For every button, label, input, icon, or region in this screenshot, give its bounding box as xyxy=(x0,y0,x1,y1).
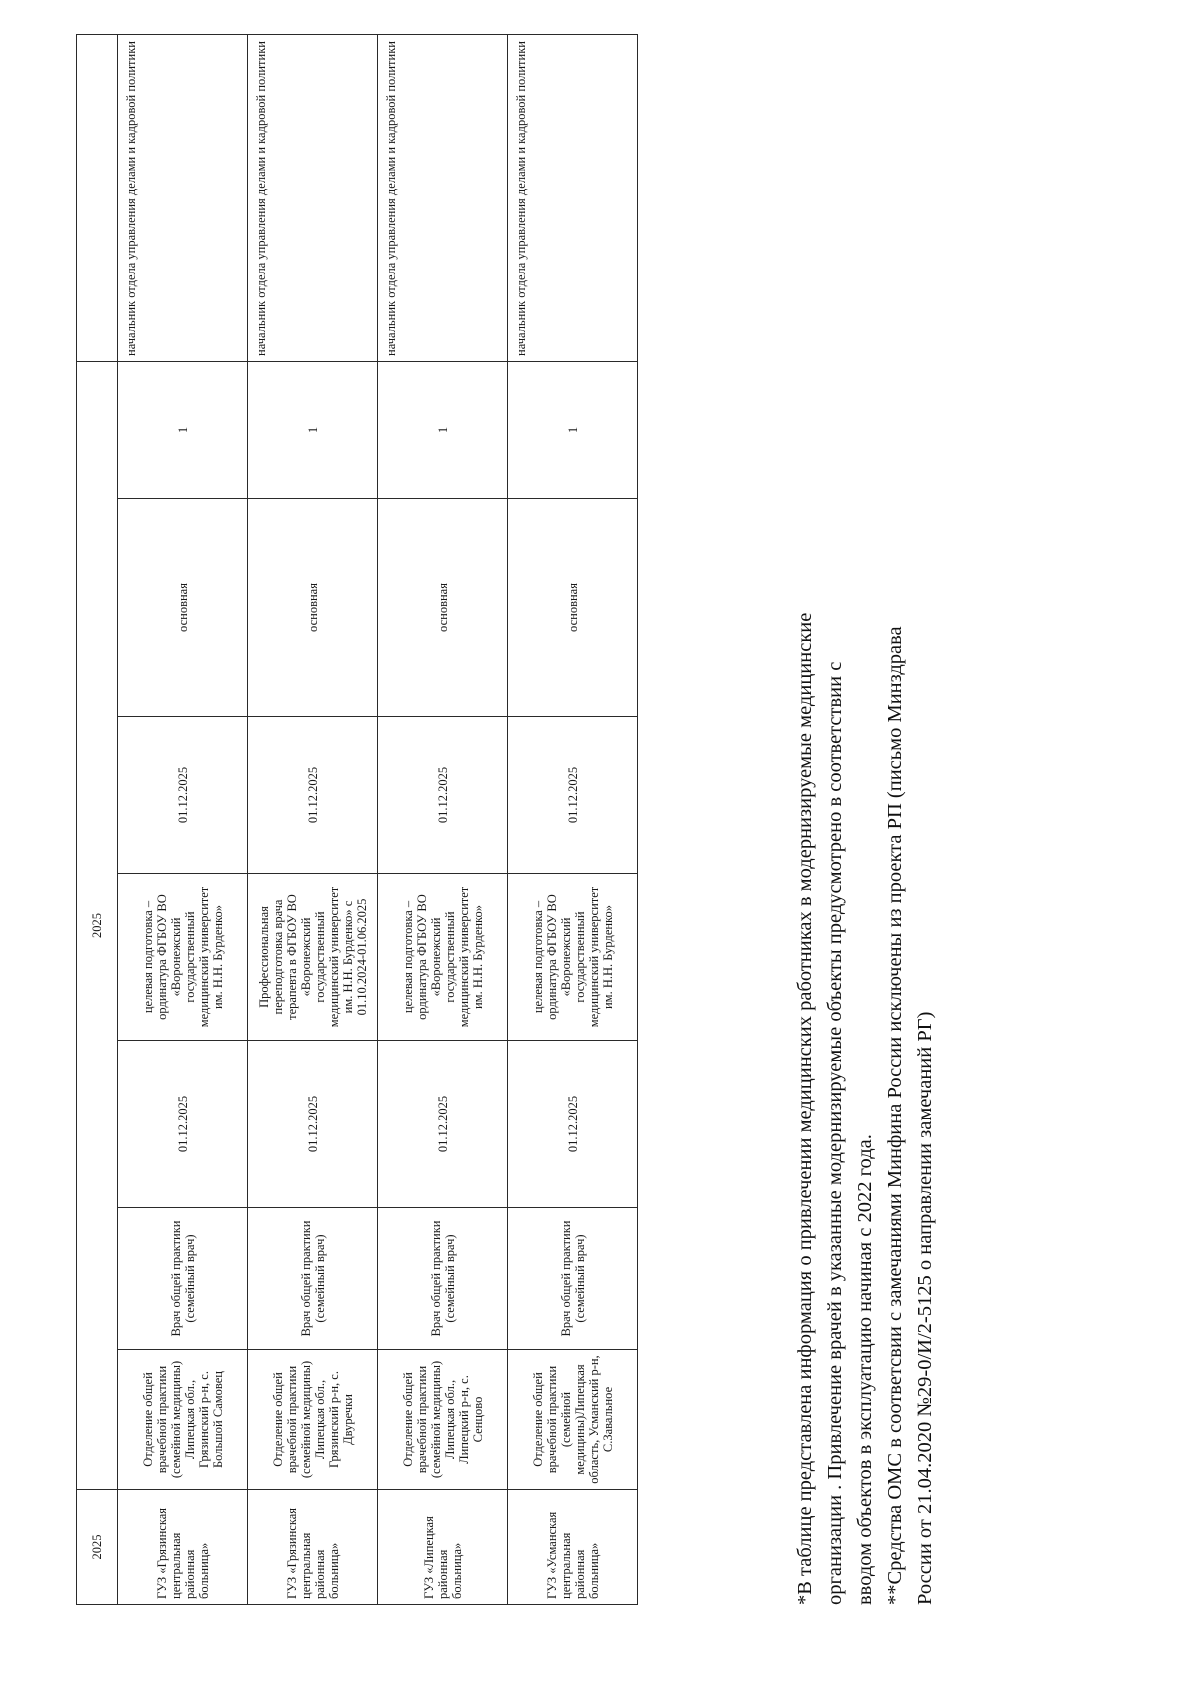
position-cell: Врач общей практики (семейный врач) xyxy=(118,1208,248,1350)
training-cell: Профессиональная переподготовка врача терапевта в ФГБОУ ВО «Воронежский государственный медицинский университет им. Н.Н. Бурденко» с 01.10.2024-01.06.2025 xyxy=(248,874,378,1041)
date-need-cell: 01.12.2025 xyxy=(508,1041,638,1208)
table-row xyxy=(508,34,638,1604)
date-hire-cell: 01.12.2025 xyxy=(118,717,248,874)
date-need-cell: 01.12.2025 xyxy=(248,1041,378,1208)
year-header-row xyxy=(77,34,118,1604)
responsible-cell: начальник отдела управления делами и кадровой политики xyxy=(248,34,378,361)
year-empty-cell xyxy=(77,34,118,361)
footnote-2: **Средства ОМС в соответсвии с замечаниями Минфина России исключены из проекта РП (письмо Минздрава России от 21.04.2020 №29-0/И/2-5125 о направлении замечаний РГ) xyxy=(884,626,936,1605)
table-row xyxy=(248,34,378,1604)
training-cell: целевая подготовка – ординатура ФГБОУ ВО «Воронежский государственный медицинский университет им. Н.Н. Бурденко» xyxy=(118,874,248,1041)
position-cell: Врач общей практики (семейный врач) xyxy=(248,1208,378,1350)
footnote-1: *В таблице представлена информация о привлечении медицинских работниках в модернизируемые медицинские организации . Привлечение врачей в указанные модернизируемые объекты предусмотрено в соответствии с вводом объектов в эксплуатацию начиная с 2022 года. xyxy=(794,612,876,1605)
dept-cell: Отделение общей врачебной практики (семейной медицины)Липецкая область, Усманский р-н, С.Завальное xyxy=(508,1350,638,1490)
qty-cell: 1 xyxy=(118,361,248,498)
responsible-cell: начальник отдела управления делами и кадровой политики xyxy=(508,34,638,361)
type-cell: основная xyxy=(118,499,248,717)
qty-cell: 1 xyxy=(248,361,378,498)
year-left-cell: 2025 xyxy=(77,1490,118,1605)
date-need-cell: 01.12.2025 xyxy=(378,1041,508,1208)
training-cell: целевая подготовка – ординатура ФГБОУ ВО «Воронежский государственный медицинский университет им. Н.Н. Бурденко» xyxy=(378,874,508,1041)
dept-cell: Отделение общей врачебной практики (семейной медицины) Липецкая обл., Липецкий р-н, с. Сенцово xyxy=(378,1350,508,1490)
year-center-cell: 2025 xyxy=(77,361,118,1489)
qty-cell: 1 xyxy=(508,361,638,498)
training-cell: целевая подготовка – ординатура ФГБОУ ВО «Воронежский государственный медицинский университет им. Н.Н. Бурденко» xyxy=(508,874,638,1041)
position-cell: Врач общей практики (семейный врач) xyxy=(508,1208,638,1350)
date-hire-cell: 01.12.2025 xyxy=(378,717,508,874)
type-cell: основная xyxy=(508,499,638,717)
date-hire-cell: 01.12.2025 xyxy=(508,717,638,874)
org-cell: ГУЗ «Грязинская центральная районная больница» xyxy=(248,1490,378,1605)
date-need-cell: 01.12.2025 xyxy=(118,1041,248,1208)
responsible-cell: начальник отдела управления делами и кадровой политики xyxy=(118,34,248,361)
type-cell: основная xyxy=(378,499,508,717)
position-cell: Врач общей практики (семейный врач) xyxy=(378,1208,508,1350)
dept-cell: Отделение общей врачебной практики (семейной медицины) Липецкая обл., Грязинский р-н, с. Двуречки xyxy=(248,1350,378,1490)
type-cell: основная xyxy=(248,499,378,717)
qty-cell: 1 xyxy=(378,361,508,498)
dept-cell: Отделение общей врачебной практики (семейной медицины) Липецкая обл., Грязинский р-н, с. Большой Самовец xyxy=(118,1350,248,1490)
responsible-cell: начальник отдела управления делами и кадровой политики xyxy=(378,34,508,361)
org-cell: ГУЗ «Усманская центральная районная больница» xyxy=(508,1490,638,1605)
org-cell: ГУЗ «Грязинская центральная районная больница» xyxy=(118,1490,248,1605)
table-row xyxy=(118,34,248,1604)
date-hire-cell: 01.12.2025 xyxy=(248,717,378,874)
footnotes xyxy=(790,605,940,1605)
org-cell: ГУЗ «Липецкая районная больница» xyxy=(378,1490,508,1605)
staffing-table xyxy=(76,34,638,1605)
table-row xyxy=(378,34,508,1604)
